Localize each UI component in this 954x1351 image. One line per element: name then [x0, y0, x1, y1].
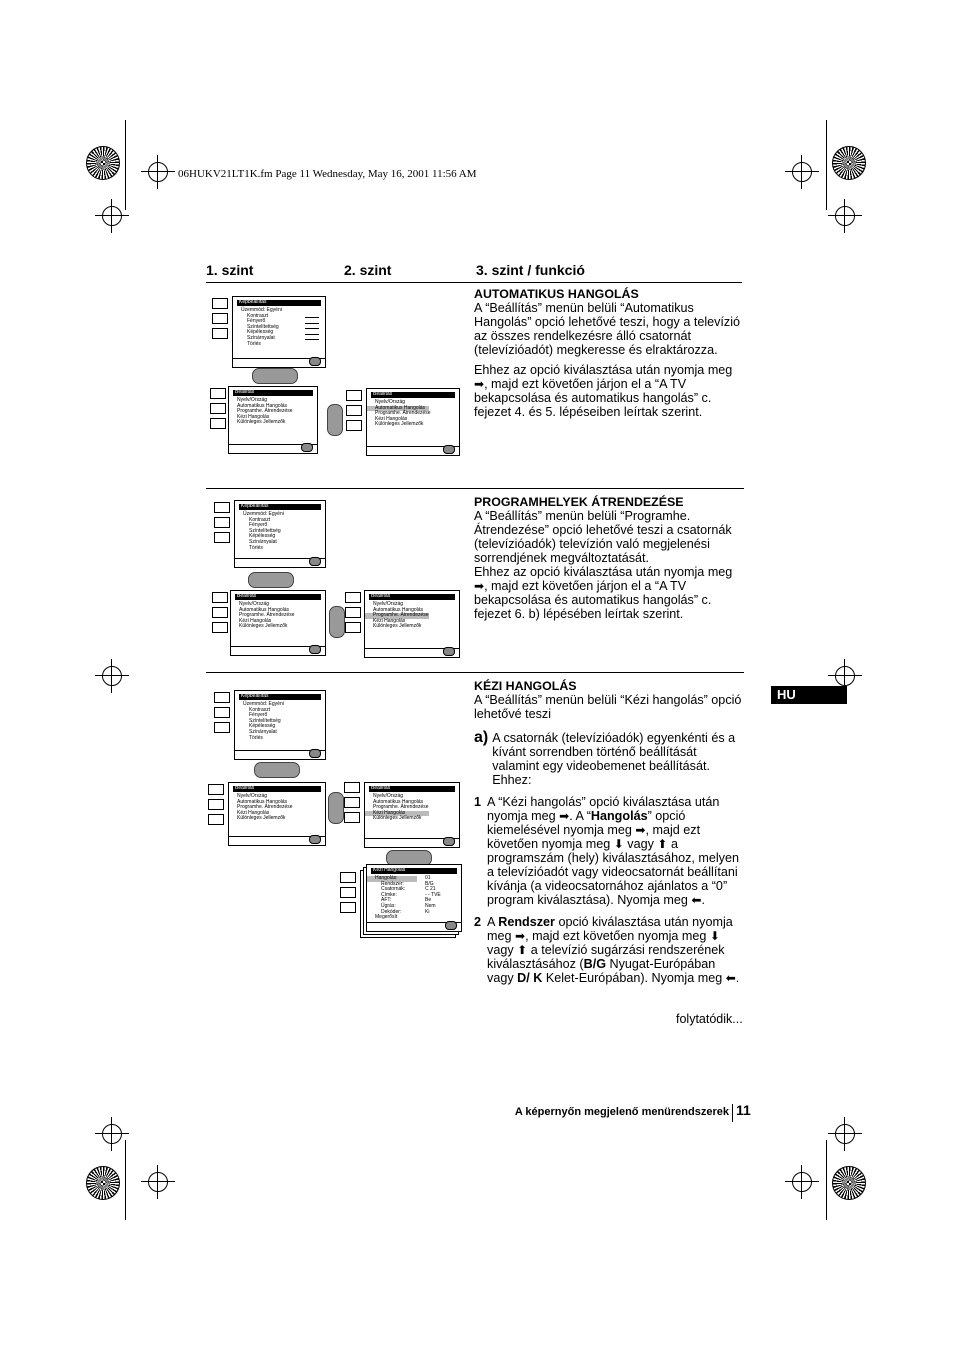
level-3-heading: 3. szint / funkció — [476, 262, 585, 278]
registration-target — [832, 146, 866, 180]
step-1: 1 A “Kézi hangolás” opció kiválasztása után nyomja meg ➡. A “Hangolás” opció kiemelésével nyomja meg ➡, majd ezt követően nyomja meg ⬇ vagy ⬆ a programszám (hely) kiválasztásához, melyen a televízióadót vagy videocsatornát beállítani kívánja (a videocsatornához ajánlatos a “0” program kiválasztása). Nyomja meg ⬅. — [474, 795, 739, 907]
crosshair-mark — [835, 1124, 855, 1144]
menu-icons — [346, 390, 362, 435]
picture-menu-screen: Képbeállítás Üzemmód: Egyéni Kontraszt Fényerő Színtelítettség Képélesség Színárnyalat Törlés — [234, 690, 326, 760]
crosshair-mark — [102, 206, 122, 226]
setup-menu-screen-selected: Beállítás Nyelv/Ország Automatikus Hangolás Programhe. Átrendezése Kézi Hangolás Különleges Jellemzők — [364, 590, 460, 658]
left-arrow-icon: ⬅ — [691, 893, 702, 907]
language-tab: HU — [771, 686, 847, 704]
crosshair-mark — [148, 162, 168, 182]
right-button-icon — [327, 404, 343, 436]
level-2-heading: 2. szint — [344, 262, 392, 278]
page-number: 11 — [736, 1102, 751, 1118]
setup-menu-screen-selected: Beállítás Nyelv/Ország Automatikus Hangolás Programhe. Átrendezése Kézi Hangolás Különleges Jellemzők — [364, 782, 460, 848]
setup-menu-screen: Beállítás Nyelv/Ország Automatikus Hangolás Programhe. Átrendezése Kézi Hangolás Különleges Jellemzők — [230, 590, 326, 656]
crosshair-mark — [102, 1124, 122, 1144]
setup-menu-screen: Beállítás Nyelv/Ország Automatikus Hangolás Programhe. Átrendezése Kézi Hangolás Különleges Jellemzők — [228, 782, 326, 846]
menu-icons — [212, 592, 228, 637]
picture-menu-screen: Képbeállítás Üzemmód: Egyéni Kontraszt Fényerő Színtelítettség Képélesség Színárnyalat Törlés — [234, 500, 326, 568]
right-arrow-icon: ➡ — [515, 929, 526, 943]
picture-menu-screen: Képbeállítás Üzemmód: Egyéni Kontraszt Fényerő Színtelítettség Képélesség Színárnyalat Törlés — [232, 296, 326, 368]
menu-icons — [345, 592, 361, 637]
menu-icons — [210, 388, 226, 433]
menu-icons — [344, 782, 360, 827]
menu-icons — [212, 298, 228, 343]
right-arrow-icon: ➡ — [559, 809, 570, 823]
registration-target — [86, 1166, 120, 1200]
down-arrow-icon: ⬇ — [613, 837, 624, 851]
down-arrow-icon: ⬇ — [709, 929, 720, 943]
menu-icons — [208, 784, 224, 829]
setup-menu-screen: Beállítás Nyelv/Ország Automatikus Hangolás Programhe. Átrendezése Kézi Hangolás Különleges Jellemzők — [228, 386, 318, 454]
section-program-reorder: PROGRAMHELYEK ÁTRENDEZÉSE A “Beállítás” menün belüli “Programhe. Átrendezése” opció lehetővé teszi a csatornák (televízióadók) televízión való megjelenési sorrendjének megváltoztatását. Ehhez az opció kiválasztása után nyomja meg ➡, majd ezt követően járjon el a “A TV bekapcsolása és automatikus hangolás” c. fejezet 6. b) lépésében leírtak szerint. — [474, 495, 742, 627]
down-button-icon — [248, 572, 294, 588]
menu-icons — [214, 502, 230, 547]
registration-target — [86, 146, 120, 180]
picture-icon — [212, 298, 228, 309]
right-button-icon — [329, 606, 345, 638]
section-automatic-tuning: AUTOMATIKUS HANGOLÁS A “Beállítás” menün belüli “Automatikus Hangolás” opció lehetővé teszi, hogy a televízió az összes rendelkezésre álló csatornát (televízióadót) megkeresse és elraktározza. Ehhez az opció kiválasztása után nyomja meg ➡, majd ezt követően járjon el a “A TV bekapcsolása és automatikus hangolás” c. fejezet 4. és 5. lépéseiben leírtak szerint. — [474, 287, 741, 419]
crosshair-mark — [102, 666, 122, 686]
left-arrow-icon: ⬅ — [725, 971, 736, 985]
toolbox-icon — [212, 328, 228, 339]
continued-note: folytatódik... — [676, 1012, 743, 1026]
right-button-icon — [328, 792, 344, 824]
crosshair-mark — [148, 1172, 168, 1192]
right-arrow-icon: ➡ — [474, 377, 485, 391]
crosshair-mark — [792, 1172, 812, 1192]
menu-icons — [340, 872, 356, 917]
section-title: KÉZI HANGOLÁS — [474, 679, 577, 693]
footer-title: A képernyőn megjelenő menürendszerek — [514, 1106, 729, 1118]
manual-tuning-screen: Kézi Hangolás Hangolás: Rendszer: Csatornák: Címke: AFT: Úgrás: Dekóder: Megerősít 01 B/G C 21 - - TVE Be Nem Ki — [366, 864, 462, 932]
registration-target — [832, 1166, 866, 1200]
setup-menu-screen-selected: Beállítás Nyelv/Ország Automatikus Hangolás Programhe. Átrendezése Kézi Hangolás Különleges Jellemzők — [366, 388, 460, 456]
section-title: PROGRAMHELYEK ÁTRENDEZÉSE — [474, 495, 684, 509]
right-arrow-icon: ➡ — [635, 823, 646, 837]
crosshair-mark — [792, 162, 812, 182]
step-2: 2 A Rendszer opció kiválasztása után nyomja meg ➡, majd ezt követően nyomja meg ⬇ vagy ⬆ a televízió sugárzási rendszerének kiválasztásához (B/G Nyugat-Európában vagy D/ K Kelet-Európában). Nyomja meg ⬅. — [474, 915, 740, 985]
up-arrow-icon: ⬆ — [517, 943, 528, 957]
up-arrow-icon: ⬆ — [657, 837, 668, 851]
section-manual-tuning: KÉZI HANGOLÁS A “Beállítás” menün belüli “Kézi hangolás” opció lehetővé teszi a) A csatornák (televízióadók) egyenkénti és a kívánt sorrendben történő beállítását valamint egy videobemenet beállítását. Ehhez: 1 A “Kézi hangolás” opció kiválasztása után nyomja meg ➡. A “Hangolás” opció kiemelésével nyomja meg ➡, majd ezt követően nyomja meg ⬇ vagy ⬆ a programszám (hely) kiválasztásához, melyen a televízióadót vagy videocsatornát beállítani kívánja (a videocsatornához ajánlatos a “0” program kiválasztása). Nyomja meg ⬅. 2 A Rendszer opció kiválasztása után nyomja meg ➡, majd ezt követően nyomja meg ⬇ vagy ⬆ a televízió sugárzási rendszerének kiválasztásához (B/G Nyugat-Európában vagy D/ K Kelet-Európában). Nyomja meg ⬅. — [474, 679, 744, 993]
section-title: AUTOMATIKUS HANGOLÁS — [474, 287, 639, 301]
level-1-heading: 1. szint — [206, 262, 254, 278]
crosshair-mark — [835, 666, 855, 686]
clock-icon — [212, 313, 228, 324]
ok-icon — [309, 357, 321, 366]
down-button-icon — [254, 762, 300, 778]
crosshair-mark — [835, 206, 855, 226]
file-header: 06HUKV21LT1K.fm Page 11 Wednesday, May 16, 2001 11:56 AM — [178, 168, 477, 180]
down-button-icon — [252, 368, 298, 384]
menu-icons — [214, 692, 230, 737]
right-arrow-icon: ➡ — [474, 579, 485, 593]
